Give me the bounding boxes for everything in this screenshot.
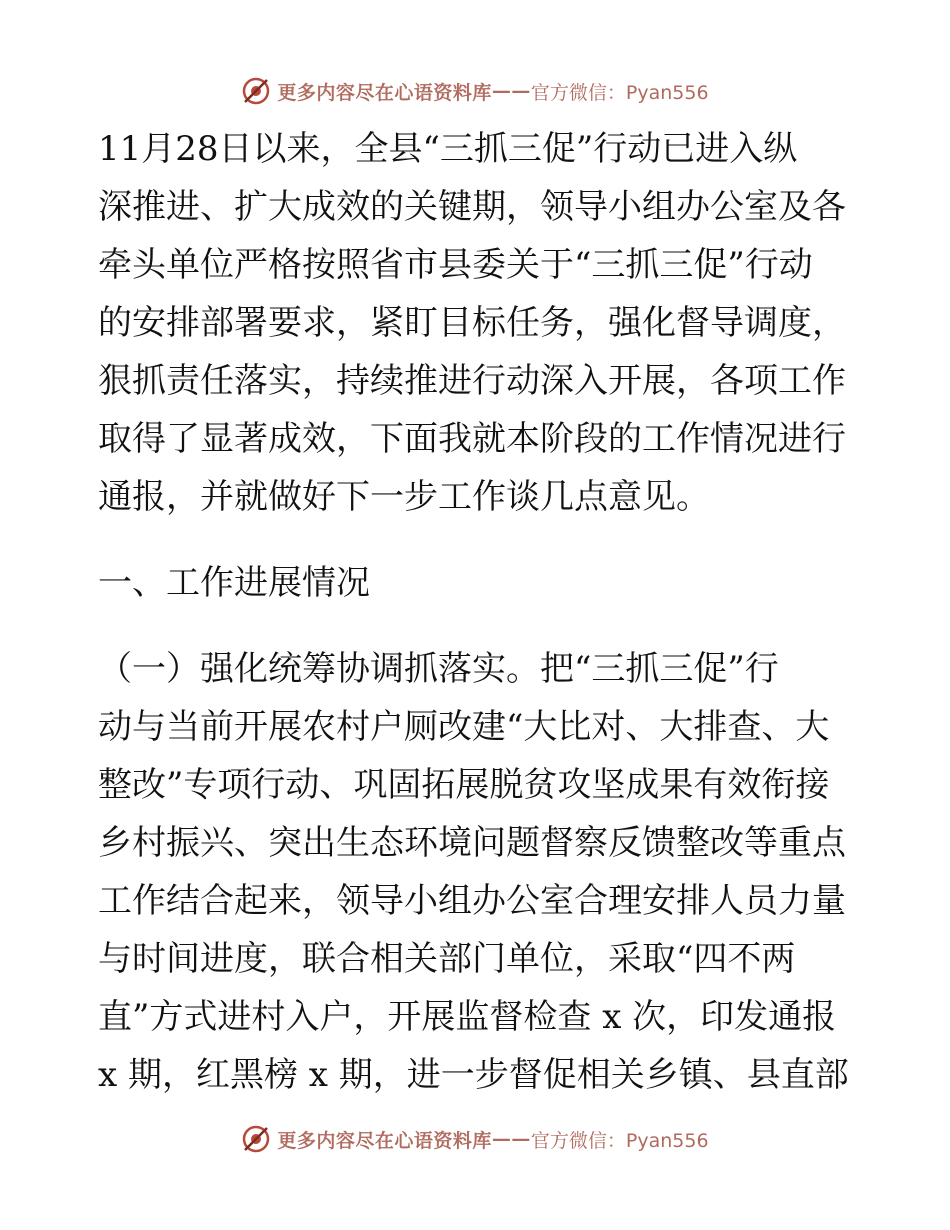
text-line: 乡村振兴、突出生态环境问题督察反馈整改等重点	[98, 823, 846, 863]
footer-watermark	[0, 1119, 950, 1159]
text-line: 狠抓责任落实，持续推进行动深入开展，各项工作	[98, 361, 846, 401]
intro-paragraph	[98, 120, 850, 526]
text-line: 工作结合起来，领导小组办公室合理安排人员力量	[98, 881, 846, 921]
text-line: 取得了显著成效，下面我就本阶段的工作情况进行	[98, 419, 846, 459]
text-line: 与时间进度，联合相关部门单位，采取“四不两	[98, 939, 796, 979]
watermark-dash: ——	[491, 1128, 531, 1150]
text-line: 深推进、扩大成效的关键期，领导小组办公室及各	[98, 187, 846, 227]
quill-logo-icon	[241, 76, 271, 106]
text-line: 通报，并就做好下一步工作谈几点意见。	[98, 477, 710, 517]
document-body	[98, 120, 850, 1104]
header-watermark	[0, 71, 950, 111]
quill-logo-icon	[241, 1124, 271, 1154]
watermark-contact: 官方微信：Pyan556	[530, 1129, 709, 1152]
text-line: 动与当前开展农村户厕改建“大比对、大排查、大	[98, 707, 830, 747]
text-line: 直”方式进村入户，开展监督检查 x 次，印发通报	[98, 997, 837, 1037]
watermark-dash: ——	[491, 80, 531, 102]
text-line: 牵头单位严格按照省市县委关于“三抓三促”行动	[98, 245, 813, 285]
text-line: 整改”专项行动、巩固拓展脱贫攻坚成果有效衔接	[98, 765, 830, 805]
watermark-contact: 官方微信：Pyan556	[530, 81, 709, 104]
section-1-paragraph	[98, 640, 850, 1104]
text-line: 11月28日以来，全县“三抓三促”行动已进入纵	[98, 129, 798, 169]
text-line: 的安排部署要求，紧盯目标任务，强化督导调度，	[98, 303, 846, 343]
watermark-text: 更多内容尽在心语资料库	[277, 81, 492, 104]
text-line: （一）强化统筹协调抓落实。把“三抓三促”行	[98, 649, 779, 689]
watermark-text: 更多内容尽在心语资料库	[277, 1129, 492, 1152]
text-line: x 期，红黑榜 x 期，进一步督促相关乡镇、县直部	[98, 1055, 849, 1095]
section-heading: 一、工作进展情况	[98, 563, 370, 603]
